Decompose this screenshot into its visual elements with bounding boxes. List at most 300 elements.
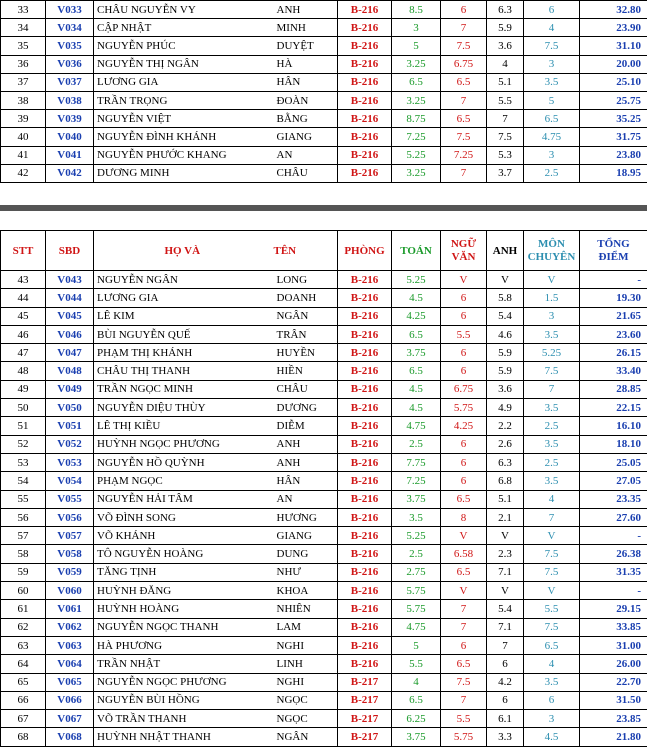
cell-toan: 4.25 bbox=[392, 307, 441, 325]
cell-toan: 7.75 bbox=[392, 453, 441, 471]
cell-toan: 8.5 bbox=[392, 1, 441, 19]
cell-anh: 5.9 bbox=[487, 344, 524, 362]
cell-ho: LƯƠNG GIA bbox=[94, 289, 271, 307]
cell-ngu-van: 6.5 bbox=[441, 110, 487, 128]
table-row bbox=[1, 472, 647, 490]
cell-stt: 59 bbox=[1, 563, 46, 581]
cell-mon-chuyen: 3 bbox=[524, 146, 580, 164]
cell-ho: LÊ THỊ KIỀU bbox=[94, 417, 271, 435]
cell-anh: 5.4 bbox=[487, 600, 524, 618]
cell-stt: 53 bbox=[1, 453, 46, 471]
cell-ngu-van: 8 bbox=[441, 508, 487, 526]
cell-phong: B-216 bbox=[338, 636, 392, 654]
cell-ngu-van: 7 bbox=[441, 91, 487, 109]
cell-ten: HUYỀN bbox=[271, 344, 338, 362]
score-table-top bbox=[0, 0, 647, 183]
cell-anh: 6.1 bbox=[487, 710, 524, 728]
cell-ho: CHÂU NGUYỄN VY bbox=[94, 1, 271, 19]
cell-toan: 5.25 bbox=[392, 527, 441, 545]
cell-ten: ANH bbox=[271, 435, 338, 453]
cell-sbd: V059 bbox=[46, 563, 94, 581]
cell-anh: V bbox=[487, 271, 524, 289]
cell-tong-diem: 29.15 bbox=[580, 600, 647, 618]
cell-phong: B-216 bbox=[338, 55, 392, 73]
cell-sbd: V058 bbox=[46, 545, 94, 563]
cell-ho: NGUYỄN DIỆU THÙY bbox=[94, 399, 271, 417]
table-row bbox=[1, 73, 647, 91]
cell-mon-chuyen: 3 bbox=[524, 710, 580, 728]
cell-ho: NGUYỄN HẢI TÂM bbox=[94, 490, 271, 508]
cell-stt: 63 bbox=[1, 636, 46, 654]
cell-anh: 4.9 bbox=[487, 399, 524, 417]
cell-stt: 55 bbox=[1, 490, 46, 508]
cell-ngu-van: 4.25 bbox=[441, 417, 487, 435]
cell-stt: 52 bbox=[1, 435, 46, 453]
table-row bbox=[1, 325, 647, 343]
cell-mon-chuyen: V bbox=[524, 582, 580, 600]
cell-ten: NGỌC bbox=[271, 691, 338, 709]
cell-mon-chuyen: 7.5 bbox=[524, 563, 580, 581]
cell-tong-diem: 31.35 bbox=[580, 563, 647, 581]
cell-toan: 4 bbox=[392, 673, 441, 691]
cell-ho: TRẦN NGỌC MINH bbox=[94, 380, 271, 398]
cell-mon-chuyen: 4.75 bbox=[524, 128, 580, 146]
cell-tong-diem: - bbox=[580, 582, 647, 600]
cell-tong-diem: 23.85 bbox=[580, 710, 647, 728]
header-tong-diem: TỔNG ĐIỂM bbox=[580, 231, 647, 271]
cell-toan: 3.75 bbox=[392, 490, 441, 508]
table-row bbox=[1, 490, 647, 508]
table-row bbox=[1, 146, 647, 164]
cell-toan: 3 bbox=[392, 19, 441, 37]
cell-mon-chuyen: 7.5 bbox=[524, 618, 580, 636]
cell-tong-diem: 27.05 bbox=[580, 472, 647, 490]
cell-stt: 49 bbox=[1, 380, 46, 398]
cell-mon-chuyen: 3.5 bbox=[524, 73, 580, 91]
cell-phong: B-216 bbox=[338, 399, 392, 417]
cell-toan: 4.75 bbox=[392, 618, 441, 636]
cell-mon-chuyen: 3 bbox=[524, 307, 580, 325]
cell-tong-diem: - bbox=[580, 271, 647, 289]
cell-phong: B-216 bbox=[338, 37, 392, 55]
cell-phong: B-216 bbox=[338, 655, 392, 673]
table-row bbox=[1, 527, 647, 545]
cell-sbd: V033 bbox=[46, 1, 94, 19]
cell-stt: 34 bbox=[1, 19, 46, 37]
cell-toan: 3.25 bbox=[392, 55, 441, 73]
cell-ngu-van: 5.75 bbox=[441, 399, 487, 417]
cell-phong: B-216 bbox=[338, 380, 392, 398]
cell-anh: 3.6 bbox=[487, 37, 524, 55]
cell-ngu-van: 6.5 bbox=[441, 655, 487, 673]
cell-anh: 7 bbox=[487, 110, 524, 128]
cell-ten: DOANH bbox=[271, 289, 338, 307]
cell-ten: HÂN bbox=[271, 73, 338, 91]
cell-toan: 5 bbox=[392, 37, 441, 55]
cell-phong: B-217 bbox=[338, 691, 392, 709]
cell-sbd: V041 bbox=[46, 146, 94, 164]
cell-anh: 5.4 bbox=[487, 307, 524, 325]
table-row bbox=[1, 289, 647, 307]
table-row bbox=[1, 380, 647, 398]
cell-ten: NGHI bbox=[271, 673, 338, 691]
cell-ho: CẬP NHẬT bbox=[94, 19, 271, 37]
cell-ngu-van: 6 bbox=[441, 344, 487, 362]
cell-phong: B-216 bbox=[338, 307, 392, 325]
cell-toan: 3.75 bbox=[392, 728, 441, 746]
cell-phong: B-216 bbox=[338, 563, 392, 581]
cell-ho: LƯƠNG GIA bbox=[94, 73, 271, 91]
cell-anh: 5.8 bbox=[487, 289, 524, 307]
header-sbd: SBD bbox=[46, 231, 94, 271]
cell-mon-chuyen: 5.25 bbox=[524, 344, 580, 362]
cell-ngu-van: 6 bbox=[441, 1, 487, 19]
cell-tong-diem: 27.60 bbox=[580, 508, 647, 526]
cell-phong: B-216 bbox=[338, 128, 392, 146]
cell-ho: HUỲNH NHẬT THANH bbox=[94, 728, 271, 746]
cell-sbd: V036 bbox=[46, 55, 94, 73]
cell-phong: B-216 bbox=[338, 453, 392, 471]
cell-ngu-van: 6.5 bbox=[441, 490, 487, 508]
cell-stt: 35 bbox=[1, 37, 46, 55]
cell-anh: 5.9 bbox=[487, 19, 524, 37]
cell-anh: 6.3 bbox=[487, 453, 524, 471]
cell-ho: NGUYỄN VIỆT bbox=[94, 110, 271, 128]
cell-stt: 51 bbox=[1, 417, 46, 435]
cell-tong-diem: 16.10 bbox=[580, 417, 647, 435]
cell-ten: DUNG bbox=[271, 545, 338, 563]
cell-anh: 6 bbox=[487, 655, 524, 673]
cell-tong-diem: - bbox=[580, 527, 647, 545]
cell-anh: 6.3 bbox=[487, 1, 524, 19]
cell-ho: DƯƠNG MINH bbox=[94, 164, 271, 182]
cell-ten: AN bbox=[271, 146, 338, 164]
cell-phong: B-216 bbox=[338, 1, 392, 19]
score-table-bottom bbox=[0, 230, 647, 747]
cell-ngu-van: 6 bbox=[441, 362, 487, 380]
cell-ngu-van: 5.5 bbox=[441, 710, 487, 728]
cell-phong: B-217 bbox=[338, 728, 392, 746]
cell-tong-diem: 33.40 bbox=[580, 362, 647, 380]
cell-tong-diem: 21.80 bbox=[580, 728, 647, 746]
cell-sbd: V045 bbox=[46, 307, 94, 325]
cell-stt: 42 bbox=[1, 164, 46, 182]
cell-mon-chuyen: 7.5 bbox=[524, 362, 580, 380]
header-ngu-van: NGỮ VĂN bbox=[441, 231, 487, 271]
cell-tong-diem: 31.00 bbox=[580, 636, 647, 654]
cell-anh: 4.2 bbox=[487, 673, 524, 691]
cell-mon-chuyen: 3 bbox=[524, 55, 580, 73]
cell-ho: NGUYỄN PHÚC bbox=[94, 37, 271, 55]
table-row bbox=[1, 362, 647, 380]
cell-mon-chuyen: 3.5 bbox=[524, 472, 580, 490]
cell-ho: NGUYỄN NGỌC PHƯƠNG bbox=[94, 673, 271, 691]
table-row bbox=[1, 91, 647, 109]
cell-phong: B-216 bbox=[338, 417, 392, 435]
cell-anh: 4.6 bbox=[487, 325, 524, 343]
cell-mon-chuyen: 5 bbox=[524, 91, 580, 109]
cell-tong-diem: 31.10 bbox=[580, 37, 647, 55]
cell-phong: B-216 bbox=[338, 362, 392, 380]
header-phong: PHÒNG bbox=[338, 231, 392, 271]
cell-ten: HƯƠNG bbox=[271, 508, 338, 526]
cell-anh: 2.3 bbox=[487, 545, 524, 563]
cell-sbd: V034 bbox=[46, 19, 94, 37]
cell-tong-diem: 33.85 bbox=[580, 618, 647, 636]
cell-stt: 36 bbox=[1, 55, 46, 73]
cell-sbd: V055 bbox=[46, 490, 94, 508]
cell-toan: 2.5 bbox=[392, 435, 441, 453]
cell-sbd: V057 bbox=[46, 527, 94, 545]
cell-stt: 37 bbox=[1, 73, 46, 91]
cell-ngu-van: 6 bbox=[441, 636, 487, 654]
table-row bbox=[1, 655, 647, 673]
cell-mon-chuyen: 4.5 bbox=[524, 728, 580, 746]
cell-mon-chuyen: 3.5 bbox=[524, 435, 580, 453]
cell-phong: B-216 bbox=[338, 289, 392, 307]
table-row bbox=[1, 710, 647, 728]
cell-toan: 6.25 bbox=[392, 710, 441, 728]
cell-ten: DƯƠNG bbox=[271, 399, 338, 417]
cell-ho: NGUYỄN PHƯỚC KHANG bbox=[94, 146, 271, 164]
cell-mon-chuyen: V bbox=[524, 527, 580, 545]
cell-ten: LAM bbox=[271, 618, 338, 636]
table-row bbox=[1, 453, 647, 471]
cell-sbd: V056 bbox=[46, 508, 94, 526]
cell-stt: 50 bbox=[1, 399, 46, 417]
cell-tong-diem: 25.75 bbox=[580, 91, 647, 109]
cell-ho: VÕ ĐÌNH SONG bbox=[94, 508, 271, 526]
cell-sbd: V046 bbox=[46, 325, 94, 343]
cell-anh: 4 bbox=[487, 55, 524, 73]
table-row bbox=[1, 128, 647, 146]
cell-ho: TÔ NGUYỄN HOÀNG bbox=[94, 545, 271, 563]
cell-phong: B-216 bbox=[338, 618, 392, 636]
cell-ngu-van: 7.25 bbox=[441, 146, 487, 164]
cell-tong-diem: 26.38 bbox=[580, 545, 647, 563]
cell-sbd: V040 bbox=[46, 128, 94, 146]
cell-ngu-van: 6.75 bbox=[441, 55, 487, 73]
cell-phong: B-216 bbox=[338, 91, 392, 109]
cell-sbd: V044 bbox=[46, 289, 94, 307]
cell-ho: TRẦN NHẬT bbox=[94, 655, 271, 673]
cell-sbd: V037 bbox=[46, 73, 94, 91]
cell-phong: B-217 bbox=[338, 673, 392, 691]
cell-phong: B-216 bbox=[338, 19, 392, 37]
cell-ten: BẰNG bbox=[271, 110, 338, 128]
cell-ten: NHƯ bbox=[271, 563, 338, 581]
table-row bbox=[1, 728, 647, 746]
cell-ho: NGUYỄN NGÂN bbox=[94, 271, 271, 289]
table-row bbox=[1, 563, 647, 581]
cell-ngu-van: 7.5 bbox=[441, 673, 487, 691]
cell-ngu-van: V bbox=[441, 271, 487, 289]
cell-phong: B-216 bbox=[338, 545, 392, 563]
cell-ho: HUỲNH HOÀNG bbox=[94, 600, 271, 618]
cell-toan: 2.5 bbox=[392, 545, 441, 563]
cell-stt: 64 bbox=[1, 655, 46, 673]
cell-tong-diem: 31.50 bbox=[580, 691, 647, 709]
cell-anh: 5.5 bbox=[487, 91, 524, 109]
cell-ten: CHÂU bbox=[271, 164, 338, 182]
cell-ten: DIỄM bbox=[271, 417, 338, 435]
header-mon-chuyen: MÔN CHUYÊN bbox=[524, 231, 580, 271]
cell-ho: LÊ KIM bbox=[94, 307, 271, 325]
cell-sbd: V039 bbox=[46, 110, 94, 128]
cell-anh: 5.3 bbox=[487, 146, 524, 164]
cell-toan: 3.25 bbox=[392, 164, 441, 182]
cell-ten: AN bbox=[271, 490, 338, 508]
cell-tong-diem: 26.00 bbox=[580, 655, 647, 673]
cell-toan: 6.5 bbox=[392, 325, 441, 343]
cell-ho: PHẠM THỊ KHÁNH bbox=[94, 344, 271, 362]
cell-ho: NGUYỄN HỒ QUỲNH bbox=[94, 453, 271, 471]
table-row bbox=[1, 435, 647, 453]
cell-anh: 2.6 bbox=[487, 435, 524, 453]
table-row bbox=[1, 1, 647, 19]
cell-mon-chuyen: 7.5 bbox=[524, 37, 580, 55]
table-row bbox=[1, 582, 647, 600]
cell-stt: 61 bbox=[1, 600, 46, 618]
cell-ten: NGỌC bbox=[271, 710, 338, 728]
cell-sbd: V068 bbox=[46, 728, 94, 746]
section-divider bbox=[0, 205, 647, 211]
cell-tong-diem: 19.30 bbox=[580, 289, 647, 307]
cell-ngu-van: 7 bbox=[441, 164, 487, 182]
cell-ngu-van: V bbox=[441, 582, 487, 600]
table-row bbox=[1, 307, 647, 325]
cell-ngu-van: 5.5 bbox=[441, 325, 487, 343]
cell-sbd: V043 bbox=[46, 271, 94, 289]
cell-mon-chuyen: 7 bbox=[524, 508, 580, 526]
cell-anh: 5.9 bbox=[487, 362, 524, 380]
cell-ho: BÙI NGUYỄN QUẾ bbox=[94, 325, 271, 343]
cell-ngu-van: 7.5 bbox=[441, 128, 487, 146]
cell-toan: 4.5 bbox=[392, 399, 441, 417]
cell-mon-chuyen: 1.5 bbox=[524, 289, 580, 307]
cell-ho: VÕ TRẦN THANH bbox=[94, 710, 271, 728]
table-row bbox=[1, 508, 647, 526]
table-row bbox=[1, 37, 647, 55]
cell-anh: 7.1 bbox=[487, 563, 524, 581]
cell-ten: LINH bbox=[271, 655, 338, 673]
cell-stt: 46 bbox=[1, 325, 46, 343]
cell-anh: 7 bbox=[487, 636, 524, 654]
table-row bbox=[1, 344, 647, 362]
cell-toan: 5.25 bbox=[392, 146, 441, 164]
cell-ten: NGÂN bbox=[271, 728, 338, 746]
cell-phong: B-216 bbox=[338, 271, 392, 289]
cell-stt: 47 bbox=[1, 344, 46, 362]
cell-phong: B-216 bbox=[338, 527, 392, 545]
cell-mon-chuyen: 3.5 bbox=[524, 399, 580, 417]
cell-ho: VÕ KHÁNH bbox=[94, 527, 271, 545]
cell-phong: B-216 bbox=[338, 582, 392, 600]
cell-stt: 57 bbox=[1, 527, 46, 545]
cell-tong-diem: 21.65 bbox=[580, 307, 647, 325]
cell-stt: 58 bbox=[1, 545, 46, 563]
cell-mon-chuyen: 6.5 bbox=[524, 636, 580, 654]
table-row bbox=[1, 691, 647, 709]
cell-ngu-van: 6.5 bbox=[441, 563, 487, 581]
cell-stt: 38 bbox=[1, 91, 46, 109]
header-stt: STT bbox=[1, 231, 46, 271]
table-row bbox=[1, 110, 647, 128]
cell-ngu-van: 6.75 bbox=[441, 380, 487, 398]
table-header-row bbox=[1, 231, 647, 271]
cell-toan: 4.5 bbox=[392, 380, 441, 398]
cell-ho: NGUYỄN BÙI HỒNG bbox=[94, 691, 271, 709]
table-row bbox=[1, 19, 647, 37]
cell-ngu-van: 7.5 bbox=[441, 37, 487, 55]
header-ten: TÊN bbox=[271, 231, 338, 271]
table-row bbox=[1, 399, 647, 417]
cell-ngu-van: V bbox=[441, 527, 487, 545]
cell-phong: B-216 bbox=[338, 344, 392, 362]
cell-toan: 8.75 bbox=[392, 110, 441, 128]
cell-anh: 6 bbox=[487, 691, 524, 709]
cell-stt: 39 bbox=[1, 110, 46, 128]
cell-tong-diem: 25.05 bbox=[580, 453, 647, 471]
cell-toan: 5.25 bbox=[392, 271, 441, 289]
cell-toan: 6.5 bbox=[392, 691, 441, 709]
cell-sbd: V038 bbox=[46, 91, 94, 109]
cell-tong-diem: 23.80 bbox=[580, 146, 647, 164]
cell-phong: B-216 bbox=[338, 325, 392, 343]
cell-ho: NGUYỄN NGỌC THANH bbox=[94, 618, 271, 636]
cell-sbd: V064 bbox=[46, 655, 94, 673]
cell-phong: B-216 bbox=[338, 73, 392, 91]
cell-toan: 5.75 bbox=[392, 582, 441, 600]
table-row bbox=[1, 55, 647, 73]
cell-toan: 5.5 bbox=[392, 655, 441, 673]
cell-toan: 6.5 bbox=[392, 73, 441, 91]
cell-ngu-van: 6.5 bbox=[441, 73, 487, 91]
header-anh: ANH bbox=[487, 231, 524, 271]
cell-ho: TRẦN TRỌNG bbox=[94, 91, 271, 109]
cell-sbd: V061 bbox=[46, 600, 94, 618]
cell-tong-diem: 32.80 bbox=[580, 1, 647, 19]
cell-ho: PHẠM NGỌC bbox=[94, 472, 271, 490]
cell-anh: V bbox=[487, 527, 524, 545]
cell-ten: GIANG bbox=[271, 527, 338, 545]
cell-tong-diem: 26.15 bbox=[580, 344, 647, 362]
cell-anh: 3.3 bbox=[487, 728, 524, 746]
cell-stt: 33 bbox=[1, 1, 46, 19]
cell-ten: NGHI bbox=[271, 636, 338, 654]
cell-tong-diem: 22.70 bbox=[580, 673, 647, 691]
cell-sbd: V042 bbox=[46, 164, 94, 182]
cell-toan: 4.5 bbox=[392, 289, 441, 307]
cell-mon-chuyen: 6.5 bbox=[524, 110, 580, 128]
cell-mon-chuyen: 6 bbox=[524, 691, 580, 709]
table-row bbox=[1, 545, 647, 563]
header-ho: HỌ VÀ bbox=[94, 231, 271, 271]
cell-anh: 2.1 bbox=[487, 508, 524, 526]
cell-stt: 56 bbox=[1, 508, 46, 526]
cell-ho: CHÂU THỊ THANH bbox=[94, 362, 271, 380]
cell-stt: 44 bbox=[1, 289, 46, 307]
cell-sbd: V035 bbox=[46, 37, 94, 55]
cell-tong-diem: 23.60 bbox=[580, 325, 647, 343]
cell-sbd: V051 bbox=[46, 417, 94, 435]
cell-sbd: V062 bbox=[46, 618, 94, 636]
cell-stt: 65 bbox=[1, 673, 46, 691]
cell-ngu-van: 7 bbox=[441, 691, 487, 709]
cell-phong: B-216 bbox=[338, 146, 392, 164]
cell-ten: HÂN bbox=[271, 472, 338, 490]
cell-toan: 6.5 bbox=[392, 362, 441, 380]
